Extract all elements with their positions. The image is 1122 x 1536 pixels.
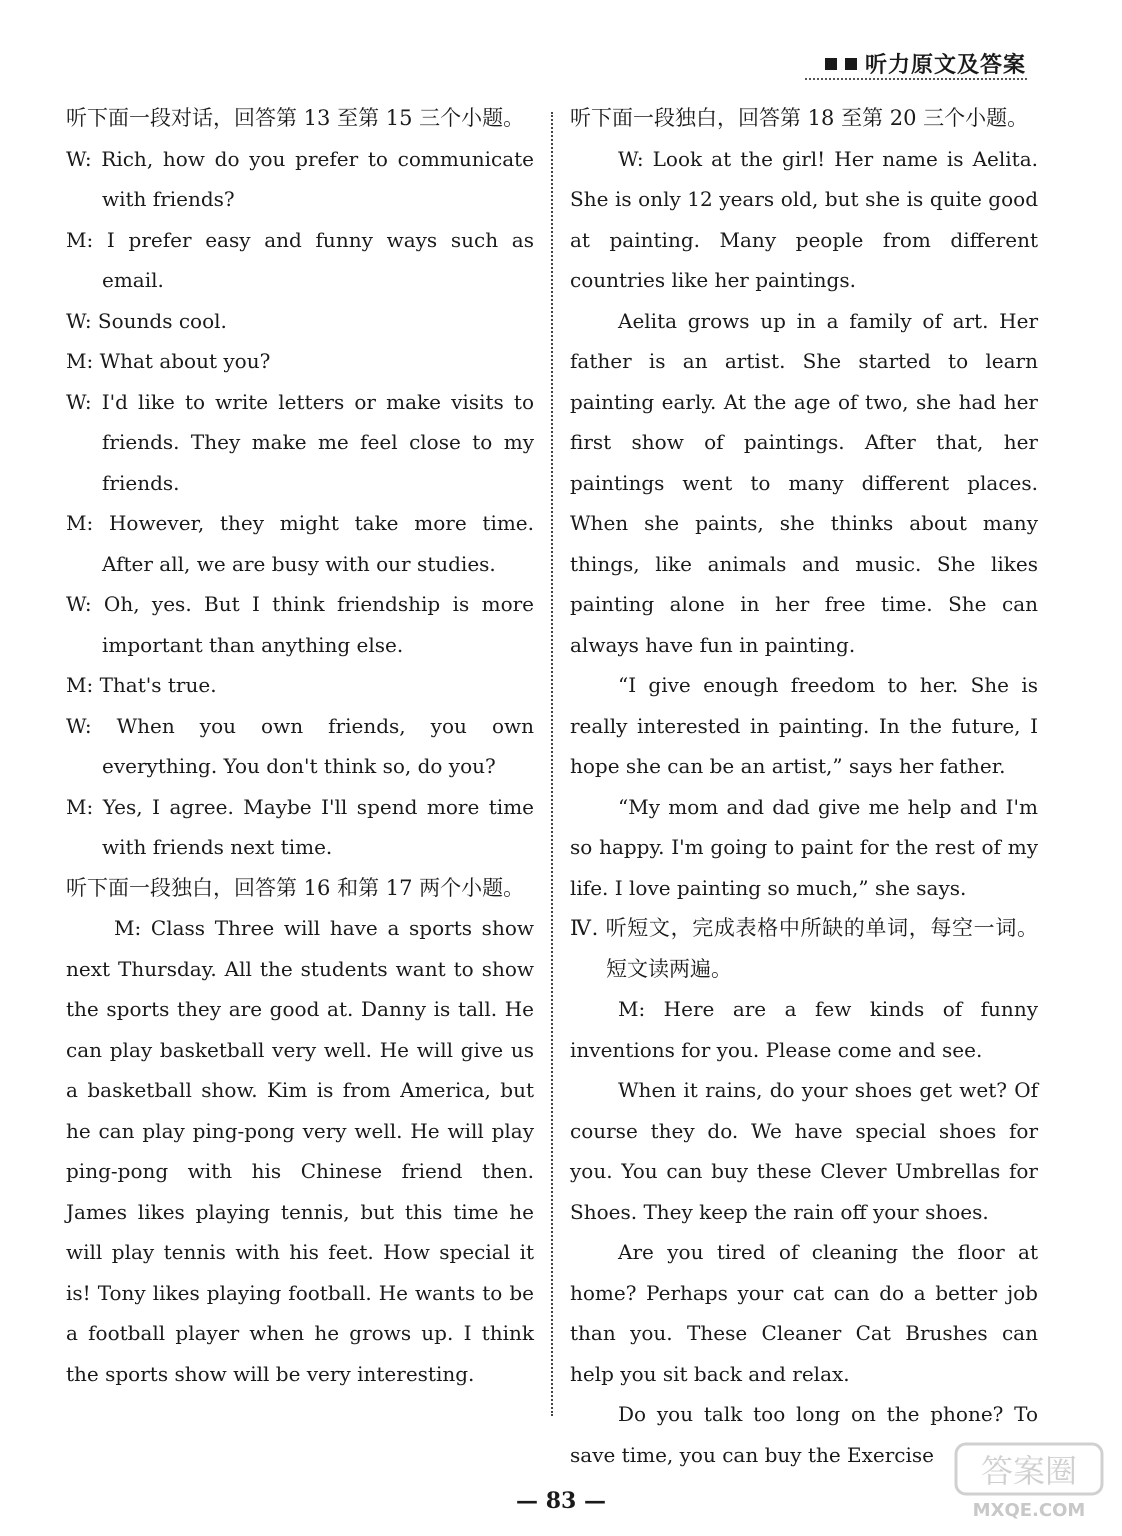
monologue-paragraph: Are you tired of cleaning the floor at home? Perhaps your cat can do a better job than you. These Cleaner Cat Brushes can help you sit back and relax.: [570, 1240, 1038, 1386]
monologue-paragraph: Aelita grows up in a family of art. Her father is an artist. She started to learn painting early. At the age of two, she had her first show of paintings. After that, her paintings went to many different places. When she paints, she thinks about many things, like animals and music. She likes painting alone in her free time. She can always have fun in painting.: [570, 308, 1038, 657]
dialogue-line: M: That's true.: [66, 673, 217, 697]
dialogue-line: W: Rich, how do you prefer to communicate with friends?: [66, 146, 534, 211]
svg-text:MXQE.COM: MXQE.COM: [972, 1500, 1086, 1521]
monologue-paragraph: W: Look at the girl! Her name is Aelita. She is only 12 years old, but she is quite good at painting. Many people from different countries like her paintings.: [570, 146, 1038, 292]
monologue-paragraph: M: Here are a few kinds of funny inventions for you. Please come and see.: [570, 997, 1038, 1062]
dialogue-line: W: I'd like to write letters or make visits to friends. They make me feel close to my friends.: [66, 389, 534, 495]
square-bullet-icon: [825, 58, 837, 70]
monologue-paragraph: “I give enough freedom to her. She is really interested in painting. In the future, I hope she can be an artist,” says her father.: [570, 673, 1038, 778]
square-bullet-icon: [845, 58, 857, 70]
dialogue-line: W: When you own friends, you own everything. You don't think so, do you?: [66, 713, 534, 778]
dialogue-line: W: Oh, yes. But I think friendship is more important than anything else.: [66, 592, 534, 657]
dialogue-line: M: What about you?: [66, 349, 271, 373]
monologue-paragraph: M: Class Three will have a sports show next Thursday. All the students want to show the sports they are good at. Danny is tall. He can play basketball very well. He will give us a basketball show. Kim is from America, but he can play ping-pong very well. He will play ping-pong with his Chinese friend then. James likes playing tennis, but this time he will play tennis with his feet. How special it is! Tony likes playing football. He wants to be a football player when he grows up. I think the sports show will be very interesting.: [66, 916, 534, 1386]
column-divider: [551, 112, 553, 1416]
page-number: — 83 —: [516, 1488, 606, 1514]
header-rule: [805, 78, 1027, 80]
right-column: [570, 98, 1038, 1467]
section-heading: Ⅳ. 听短文，完成表格中所缺的单词，每空一词。短文读两遍。: [570, 916, 1038, 981]
dialogue-line: M: I prefer easy and funny ways such as email.: [66, 227, 534, 292]
section-heading: 听下面一段独白，回答第 18 至第 20 三个小题。: [570, 106, 1029, 130]
header-title: 听力原文及答案: [864, 53, 1026, 78]
section-heading: 听下面一段对话，回答第 13 至第 15 三个小题。: [66, 106, 525, 130]
monologue-paragraph: Do you talk too long on the phone? To save time, you can buy the Exercise: [570, 1402, 1038, 1467]
watermark-logo: [954, 1442, 1104, 1522]
monologue-paragraph: When it rains, do your shoes get wet? Of course they do. We have special shoes for you. You can buy these Clever Umbrellas for Shoes. They keep the rain off your shoes.: [570, 1078, 1038, 1224]
left-column: [66, 98, 534, 1440]
dialogue-line: M: However, they might take more time. After all, we are busy with our studies.: [66, 511, 534, 576]
dialogue-line: M: Yes, I agree. Maybe I'll spend more time with friends next time.: [66, 794, 534, 859]
section-heading: 听下面一段独白，回答第 16 和第 17 两个小题。: [66, 875, 525, 900]
running-header: [825, 48, 1026, 79]
dialogue-line: W: Sounds cool.: [66, 308, 227, 333]
monologue-paragraph: “My mom and dad give me help and I'm so happy. I'm going to paint for the rest of my life. I love painting so much,” she says.: [570, 794, 1038, 900]
svg-text:答案圈: 答案圈: [980, 1452, 1078, 1490]
